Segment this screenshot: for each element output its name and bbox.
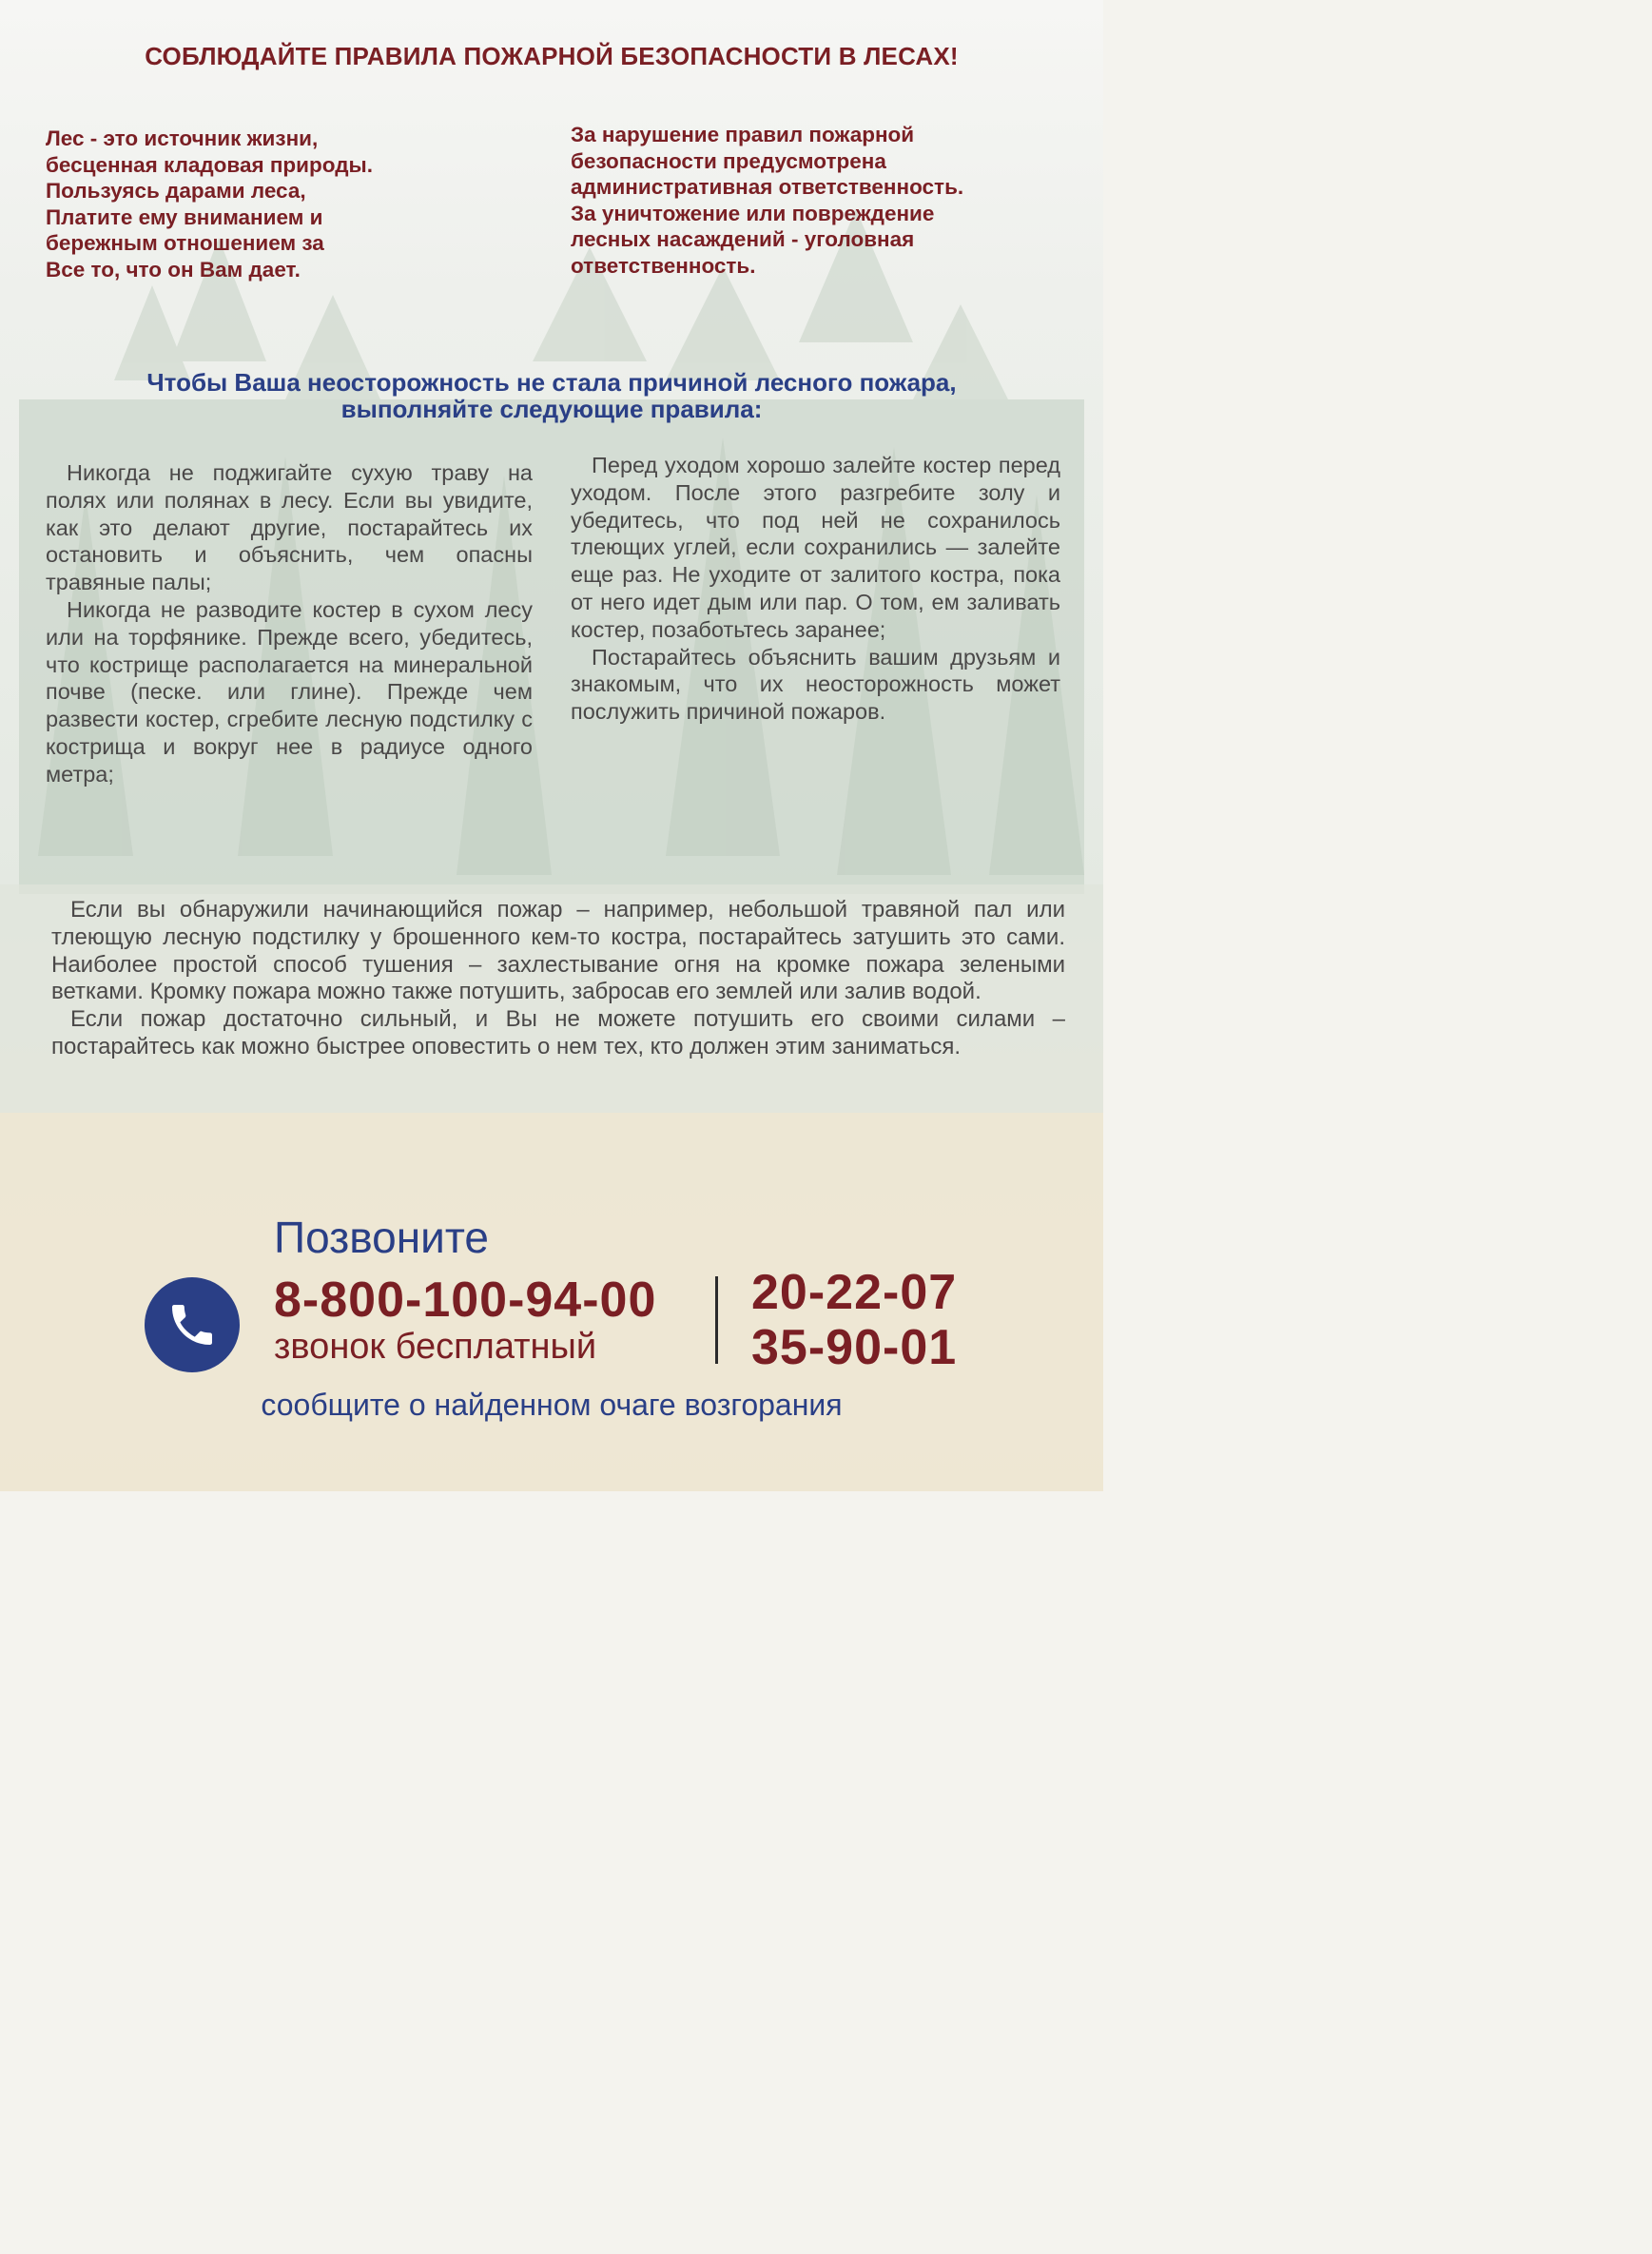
fire-instructions xyxy=(51,897,1065,1061)
rule-paragraph: Перед уходом хорошо залейте костер перед уходом. После этого разгребите золу и убедитесь, что под ней не сохранилось тлеющих углей, если сохранились — залейте еще раз. Не уходите от залитого костра, пока от него идет дым или пар. О том, ем заливать костер, позаботьтесь заранее; xyxy=(571,453,1060,642)
intro-right-text xyxy=(571,122,1075,279)
hotline-number[interactable]: 8-800-100-94-00 xyxy=(274,1273,657,1328)
local-number-1[interactable]: 20-22-07 xyxy=(751,1265,958,1320)
rules-right-column xyxy=(571,452,1060,726)
intro-line: Лес - это источник жизни, xyxy=(46,126,319,150)
rules-heading-line: Чтобы Ваша неосторожность не стала причиной лесного пожара, xyxy=(146,368,957,397)
report-label: сообщите о найденном очаге возгорания xyxy=(261,1388,843,1422)
intro-line: Все то, что он Вам дает. xyxy=(46,257,301,282)
intro-line: безопасности предусмотрена xyxy=(571,148,886,173)
intro-line: бережным отношением за xyxy=(46,231,324,255)
intro-line: ответственность. xyxy=(571,253,756,278)
fire-paragraph: Если пожар достаточно сильный, и Вы не можете потушить его своими силами – постарайтесь как можно быстрее оповестить о нем тех, кто должен этим заниматься. xyxy=(51,1006,1065,1059)
local-number-2[interactable]: 35-90-01 xyxy=(751,1320,958,1375)
intro-line: Платите ему вниманием и xyxy=(46,204,323,229)
fire-paragraph: Если вы обнаружили начинающийся пожар – например, небольшой травяной пал или тлеющую лесную подстилку у брошенного кем-то костра, постарайтесь затушить это сами. Наиболее простой способ тушения – захлестывание огня на кромке пожара зелеными ветками. Кромку пожара можно также потушить, забросав его землей или залив водой. xyxy=(51,897,1065,1005)
intro-line: За нарушение правил пожарной xyxy=(571,123,915,146)
number-divider xyxy=(715,1276,718,1364)
intro-left-text xyxy=(46,126,540,282)
rules-heading-line: выполняйте следующие правила: xyxy=(340,395,763,423)
page-title: СОБЛЮДАЙТЕ ПРАВИЛА ПОЖАРНОЙ БЕЗОПАСНОСТИ В ЛЕСАХ! xyxy=(145,42,959,70)
intro-line: лесных насаждений - уголовная xyxy=(571,227,915,251)
rule-paragraph: Никогда не поджигайте сухую траву на полях или полянах в лесу. Если вы увидите, как это делают другие, постарайтесь их остановить и объяснить, чем опасны травяные палы; xyxy=(46,460,533,595)
intro-line: административная ответственность. xyxy=(571,175,964,199)
intro-line: За уничтожение или повреждение xyxy=(571,201,935,225)
intro-line: бесценная кладовая природы. xyxy=(46,152,373,177)
phone-icon xyxy=(145,1277,240,1372)
rule-paragraph: Постарайтесь объяснить вашим друзьям и знакомым, что их неосторожность может послужить причиной пожаров. xyxy=(571,644,1060,725)
call-title: Позвоните xyxy=(274,1213,489,1262)
rules-left-column xyxy=(46,459,533,788)
rules-heading xyxy=(29,369,1075,422)
intro-line: Пользуясь дарами леса, xyxy=(46,179,306,203)
rule-paragraph: Никогда не разводите костер в сухом лесу или на торфянике. Прежде всего, убедитесь, что кострище располагается на минеральной почве (песке. или глине). Прежде чем развести костер, сгребите лесную подстилку с кострища и вокруг нее в радиусе одного метра; xyxy=(46,596,533,787)
free-call-label: звонок бесплатный xyxy=(274,1327,597,1367)
